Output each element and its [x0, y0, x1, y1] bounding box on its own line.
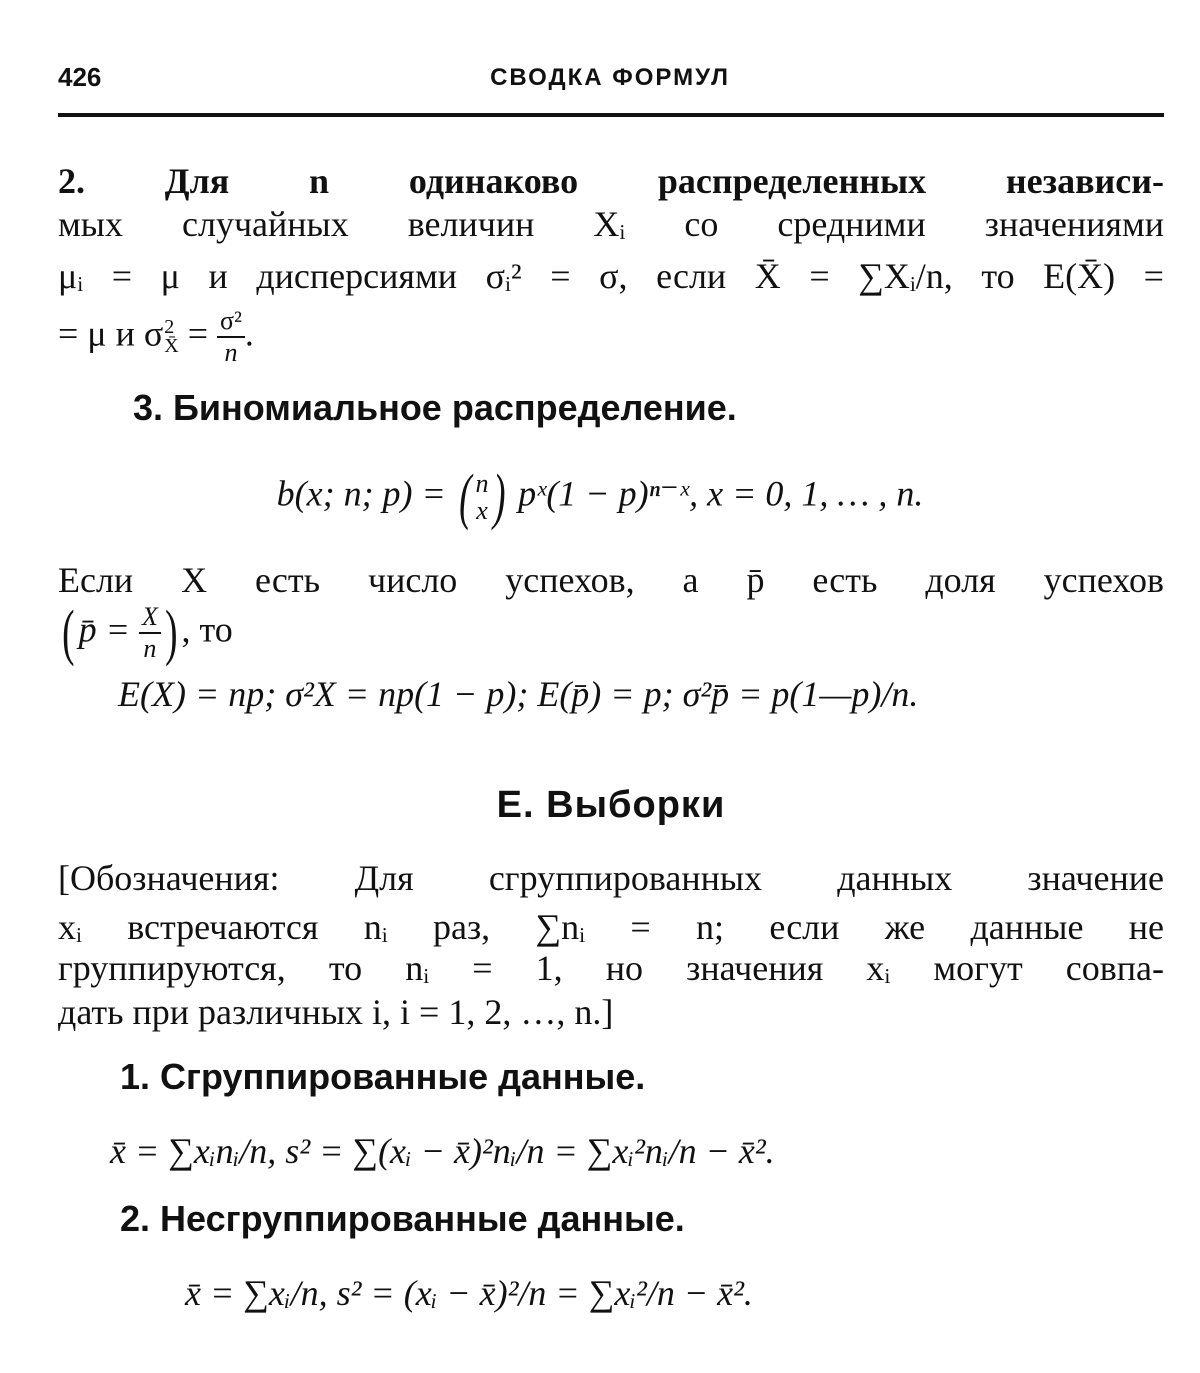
paren-close: ) [492, 463, 506, 531]
page-header [58, 62, 1162, 106]
ungrouped-heading: 2. Несгруппированные данные. [120, 1198, 685, 1239]
item2-mu-text: = μ и σ [58, 313, 164, 354]
header-rule [58, 113, 1164, 117]
sigma-sup: 2 [164, 316, 175, 338]
grouped-formula: x̄ = ∑xᵢnᵢ/n, s² = ∑(xᵢ − x̄)²nᵢ/n = ∑xᵢ²nᵢ/n − x̄². [110, 1131, 775, 1171]
share-fraction [139, 604, 161, 662]
section-heading [58, 786, 1164, 824]
ungrouped-formula: x̄ = ∑xᵢ/n, s² = (xᵢ − x̄)²/n = ∑xᵢ²/n − x̄². [185, 1273, 753, 1313]
paren-open-2: ( [62, 599, 75, 667]
to-text: , то [181, 609, 233, 650]
fraction-numerator: σ² [217, 308, 245, 338]
binom-left: b(x; n; p) = [276, 473, 455, 514]
page-number: 426 [58, 62, 102, 92]
binom-top: n [475, 468, 489, 498]
notation-line2: xᵢ встречаются nᵢ раз, ∑nᵢ = n; если же данные не [58, 907, 1164, 947]
section-title: Е. Выборки [496, 784, 726, 826]
share-denominator: n [143, 634, 157, 663]
item2-end: . [244, 313, 254, 354]
p-bar-eq: p̄ = [78, 609, 139, 650]
sigma-fraction [217, 308, 245, 366]
notation-line4: дать при различных i, i = 1, 2, …, n.] [58, 992, 614, 1032]
grouped-heading: 1. Сгруппированные данные. [120, 1056, 646, 1097]
share-numerator: X [139, 604, 161, 634]
running-title: СВОДКА ФОРМУЛ [490, 64, 730, 91]
binomial-moments: E(X) = np; σ²X = np(1 − p); E(p̄) = p; σ²p̄ = p(1—p)/n. [118, 674, 919, 714]
item3-heading: 3. Биномиальное распределение. [133, 387, 737, 428]
item2-line4: = μ и σ 2 X̄ = $\frac{\text{σ²}}{n}$ . [58, 306, 254, 367]
sigma-index [164, 318, 178, 356]
notation-line1: [Обозначения: Для сгруппированных данных значение [58, 858, 1164, 898]
item2-line2: мых случайных величин Xᵢ со средними значениями [58, 204, 1164, 244]
item3-text2 [58, 599, 1164, 667]
binom-coef [476, 470, 489, 525]
item2-line3: μᵢ = μ и дисперсиями σᵢ² = σ, если X̄ = ∑Xᵢ/n, то E(X̄) = [58, 256, 1164, 296]
notation-line3: группируются, то nᵢ = 1, но значения xᵢ могут совпа- [58, 948, 1164, 988]
paren-close-2: ) [164, 599, 178, 667]
sigma-sub: X̄ [164, 335, 179, 357]
fraction-denominator: n [224, 338, 238, 367]
binom-right: pˣ(1 − p)ⁿ⁻ˣ, x = 0, 1, … , n. [518, 473, 924, 514]
binomial-formula [140, 463, 1060, 531]
binom-bottom: x [476, 496, 488, 525]
item2-line1: 2. Для n одинаково распределенных независи- [58, 161, 1164, 201]
paren-open: ( [458, 463, 472, 531]
item3-text1: Если X есть число успехов, а p̄ есть доля успехов [58, 560, 1164, 600]
